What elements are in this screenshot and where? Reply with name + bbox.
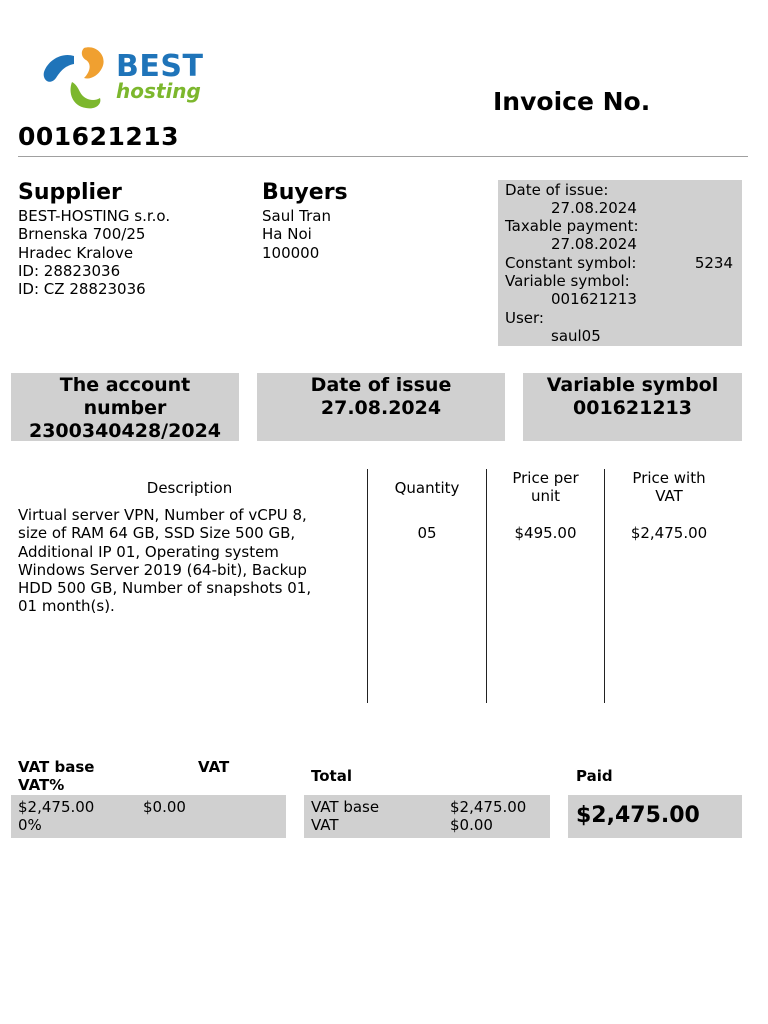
invoice-title: Invoice No. bbox=[493, 87, 651, 116]
date-of-issue-box bbox=[257, 373, 505, 441]
table-column-divider bbox=[486, 469, 487, 703]
variable-symbol-box bbox=[523, 373, 742, 441]
supplier-name: BEST-HOSTING s.r.o. bbox=[18, 207, 171, 225]
header-divider bbox=[18, 156, 748, 157]
supplier-id: ID: 28823036 bbox=[18, 261, 121, 280]
price-with-vat-header-line1: Price with bbox=[632, 469, 706, 487]
table-column-divider bbox=[604, 469, 605, 703]
supplier-block bbox=[18, 179, 248, 298]
supplier-street: Brnenska 700/25 bbox=[18, 225, 146, 244]
buyers-title: Buyers bbox=[262, 180, 348, 205]
vat-header: VAT bbox=[198, 758, 230, 776]
table-column-divider bbox=[367, 469, 368, 703]
price-per-unit-header-line1: Price per bbox=[512, 469, 579, 487]
item-description-line: Virtual server VPN, Number of vCPU 8, bbox=[18, 506, 307, 524]
variable-symbol-label: Variable symbol: bbox=[505, 272, 630, 290]
issue-info-box bbox=[498, 180, 742, 346]
item-price-per-unit: $495.00 bbox=[514, 524, 577, 542]
vat-summary-box bbox=[11, 795, 286, 838]
paid-amount: $2,475.00 bbox=[576, 803, 700, 828]
column-header-description: Description bbox=[146, 479, 233, 497]
column-header-price-per-unit bbox=[488, 469, 603, 506]
total-box bbox=[304, 795, 550, 838]
taxable-payment-label: Taxable payment: bbox=[505, 217, 639, 235]
item-description-line: Additional IP 01, Operating system bbox=[18, 542, 279, 561]
date-of-issue-label: Date of issue: bbox=[505, 181, 609, 199]
supplier-vat-id: ID: CZ 28823036 bbox=[18, 280, 146, 299]
date-of-issue-box-label: Date of issue bbox=[310, 374, 452, 396]
price-per-unit-header-line2: unit bbox=[530, 487, 561, 506]
logo-subtitle-text: hosting bbox=[116, 79, 201, 103]
variable-symbol-value: 001621213 bbox=[551, 290, 637, 308]
column-header-price-with-vat bbox=[607, 469, 731, 506]
paid-header: Paid bbox=[576, 767, 613, 785]
buyer-name: Saul Tran bbox=[262, 207, 331, 225]
account-number-value: 2300340428/2024 bbox=[28, 420, 222, 442]
taxable-payment-value: 27.08.2024 bbox=[551, 235, 637, 253]
item-quantity: 05 bbox=[417, 524, 437, 542]
column-header-quantity: Quantity bbox=[394, 479, 460, 497]
buyers-block bbox=[262, 179, 482, 262]
account-number-label-line1: The account bbox=[59, 374, 191, 396]
item-description-line: 01 month(s). bbox=[18, 597, 115, 616]
item-description-line: HDD 500 GB, Number of snapshots 01, bbox=[18, 579, 312, 598]
constant-symbol-label: Constant symbol: bbox=[505, 254, 637, 272]
table-row bbox=[18, 506, 364, 616]
logo-brand-text: BEST bbox=[116, 49, 204, 84]
vat-base-value: $2,475.00 bbox=[18, 798, 95, 816]
vat-percent-header: VAT% bbox=[18, 776, 65, 794]
total-header: Total bbox=[311, 767, 352, 785]
supplier-city: Hradec Kralove bbox=[18, 243, 134, 262]
supplier-title: Supplier bbox=[18, 180, 122, 205]
invoice-number: 001621213 bbox=[18, 122, 180, 151]
account-number-box bbox=[11, 373, 239, 441]
total-vat-base-label: VAT base bbox=[311, 798, 380, 816]
variable-symbol-box-value: 001621213 bbox=[573, 397, 692, 419]
item-description-line: size of RAM 64 GB, SSD Size 500 GB, bbox=[18, 524, 296, 543]
vat-value: $0.00 bbox=[143, 798, 186, 816]
item-price-with-vat: $2,475.00 bbox=[630, 524, 708, 542]
account-number-label-line2: number bbox=[83, 397, 167, 419]
date-of-issue-value: 27.08.2024 bbox=[551, 199, 637, 217]
total-vat-label: VAT bbox=[311, 816, 339, 834]
vat-base-header: VAT base bbox=[18, 758, 95, 776]
buyer-postcode: 100000 bbox=[262, 243, 320, 262]
date-of-issue-box-value: 27.08.2024 bbox=[320, 397, 442, 419]
variable-symbol-box-label: Variable symbol bbox=[546, 374, 719, 396]
best-hosting-logo bbox=[40, 46, 210, 112]
total-vat-value: $0.00 bbox=[450, 816, 493, 834]
buyer-city: Ha Noi bbox=[262, 225, 312, 244]
user-value: saul05 bbox=[551, 327, 601, 345]
item-description-line: Windows Server 2019 (64-bit), Backup bbox=[18, 560, 307, 579]
vat-percent-value: 0% bbox=[18, 816, 42, 834]
total-vat-base-value: $2,475.00 bbox=[450, 798, 527, 816]
paid-box bbox=[568, 795, 742, 838]
price-with-vat-header-line2: VAT bbox=[655, 487, 683, 506]
constant-symbol-value: 5234 bbox=[694, 254, 733, 272]
user-label: User: bbox=[505, 309, 544, 327]
logo-swirl-icon bbox=[40, 46, 110, 112]
